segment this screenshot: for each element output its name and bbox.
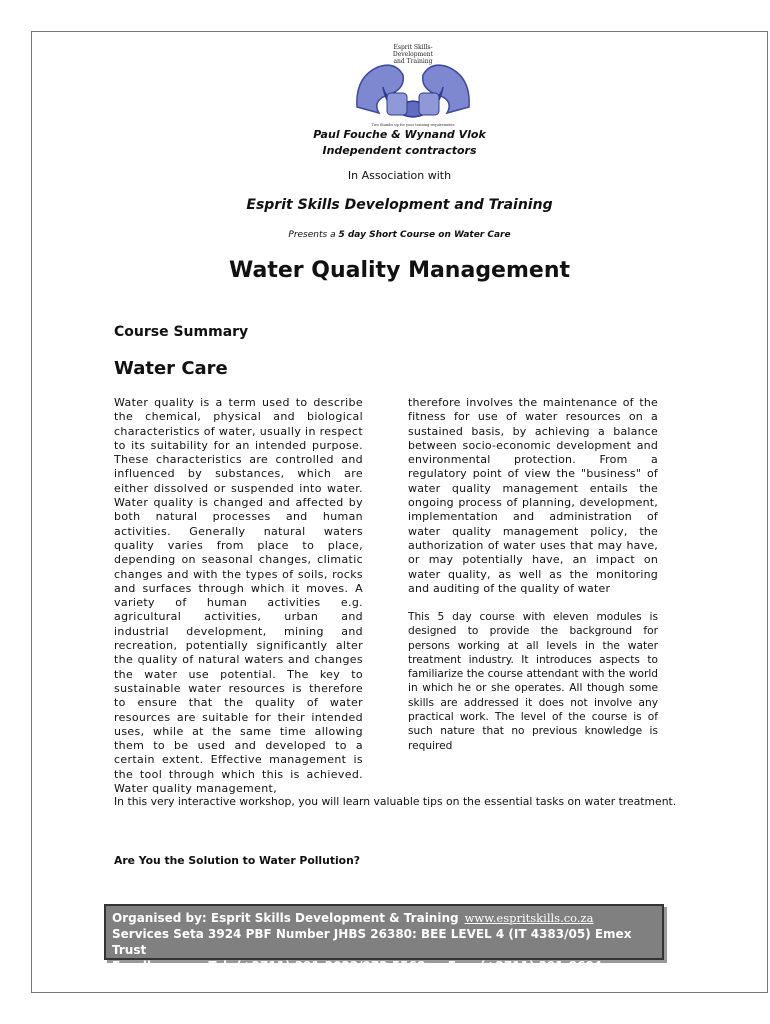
authors-block bbox=[32, 127, 767, 159]
banner-line-3: Enroll now on Tel: (+2711) 391-2022/972 5568 or Fax: (+2711) 391-8604 bbox=[112, 959, 603, 973]
logo-line-2: Development bbox=[392, 51, 434, 58]
body-column-right: therefore involves the maintenance of the fitness for use of water resources on a sustained basis, by achieving a balance between socio-economic development and environmental protection. From a regulatory point of view the "business" of water quality management entails the ongoing process of planning, development, implementation and administration of water quality management policy, the authorization of water uses that may have, or may potentially have, an impact on water quality, as well as the monitoring and auditing of the quality of water bbox=[408, 396, 658, 595]
organisation-name: Esprit Skills Development and Training bbox=[246, 197, 553, 213]
logo-tagline: Two thumbs up for your training requirements bbox=[371, 123, 455, 127]
logo-line-1: Esprit Skills- bbox=[393, 44, 433, 51]
contact-banner bbox=[104, 904, 664, 973]
banner-line-2: Services Seta 3924 PBF Number JHBS 26380: BEE LEVEL 4 (IT 4383/05) Emex Trust bbox=[112, 927, 632, 957]
authors-names: Paul Fouche & Wynand Vlok bbox=[313, 128, 486, 141]
banner-line-1 bbox=[112, 910, 656, 926]
logo-line-3: and Training bbox=[393, 58, 433, 65]
page-title: Water Quality Management bbox=[228, 258, 571, 283]
association-line: In Association with bbox=[347, 169, 452, 182]
presents-line bbox=[32, 230, 767, 240]
presents-prefix: Presents a bbox=[288, 230, 336, 240]
organiser-text: Organised by: Esprit Skills Development & Training bbox=[112, 911, 459, 925]
esprit-logo bbox=[343, 37, 483, 129]
website-link[interactable]: www.espritskills.co.za bbox=[464, 911, 594, 925]
question-line: Are You the Solution to Water Pollution? bbox=[114, 854, 361, 867]
authors-role: Independent contractors bbox=[322, 144, 477, 157]
course-summary-heading: Course Summary bbox=[114, 324, 249, 340]
presents-course: 5 day Short Course on Water Care bbox=[338, 230, 511, 240]
document-page bbox=[31, 31, 768, 993]
workshop-note: In this very interactive workshop, you will learn valuable tips on the essential tasks on water treatment. bbox=[114, 795, 677, 808]
course-description: This 5 day course with eleven modules is designed to provide the background for persons working at all levels in the water treatment industry. It introduces aspects to familiarize the course attendant with the world in which he or she operates. All though some skills are addressed it does not involve any practical work. The level of the course is of such nature that no previous knowledge is required bbox=[408, 611, 658, 752]
water-care-heading: Water Care bbox=[114, 358, 228, 379]
body-column-left: Water quality is a term used to describe the chemical, physical and biological characteristics of water, usually in respect to its suitability for an intended purpose. These characteristics are controlled and influenced by substances, which are either dissolved or suspended into water. Water quality is changed and affected by both natural processes and human activities. Generally natural waters quality varies from place to place, depending on seasonal changes, climatic changes and with the types of soils, rocks and surfaces through which it moves. A variety of human activities e.g. agricultural activities, urban and industrial development, mining and recreation, potentially significantly alter the quality of natural waters and changes the water use potential. The key to sustainable water resources is therefore to ensure that the quality of water resources are suitable for their intended uses, while at the same time allowing them to be used and developed to a certain extent. Effective management is the tool through which this is achieved. Water quality management, bbox=[114, 396, 363, 796]
